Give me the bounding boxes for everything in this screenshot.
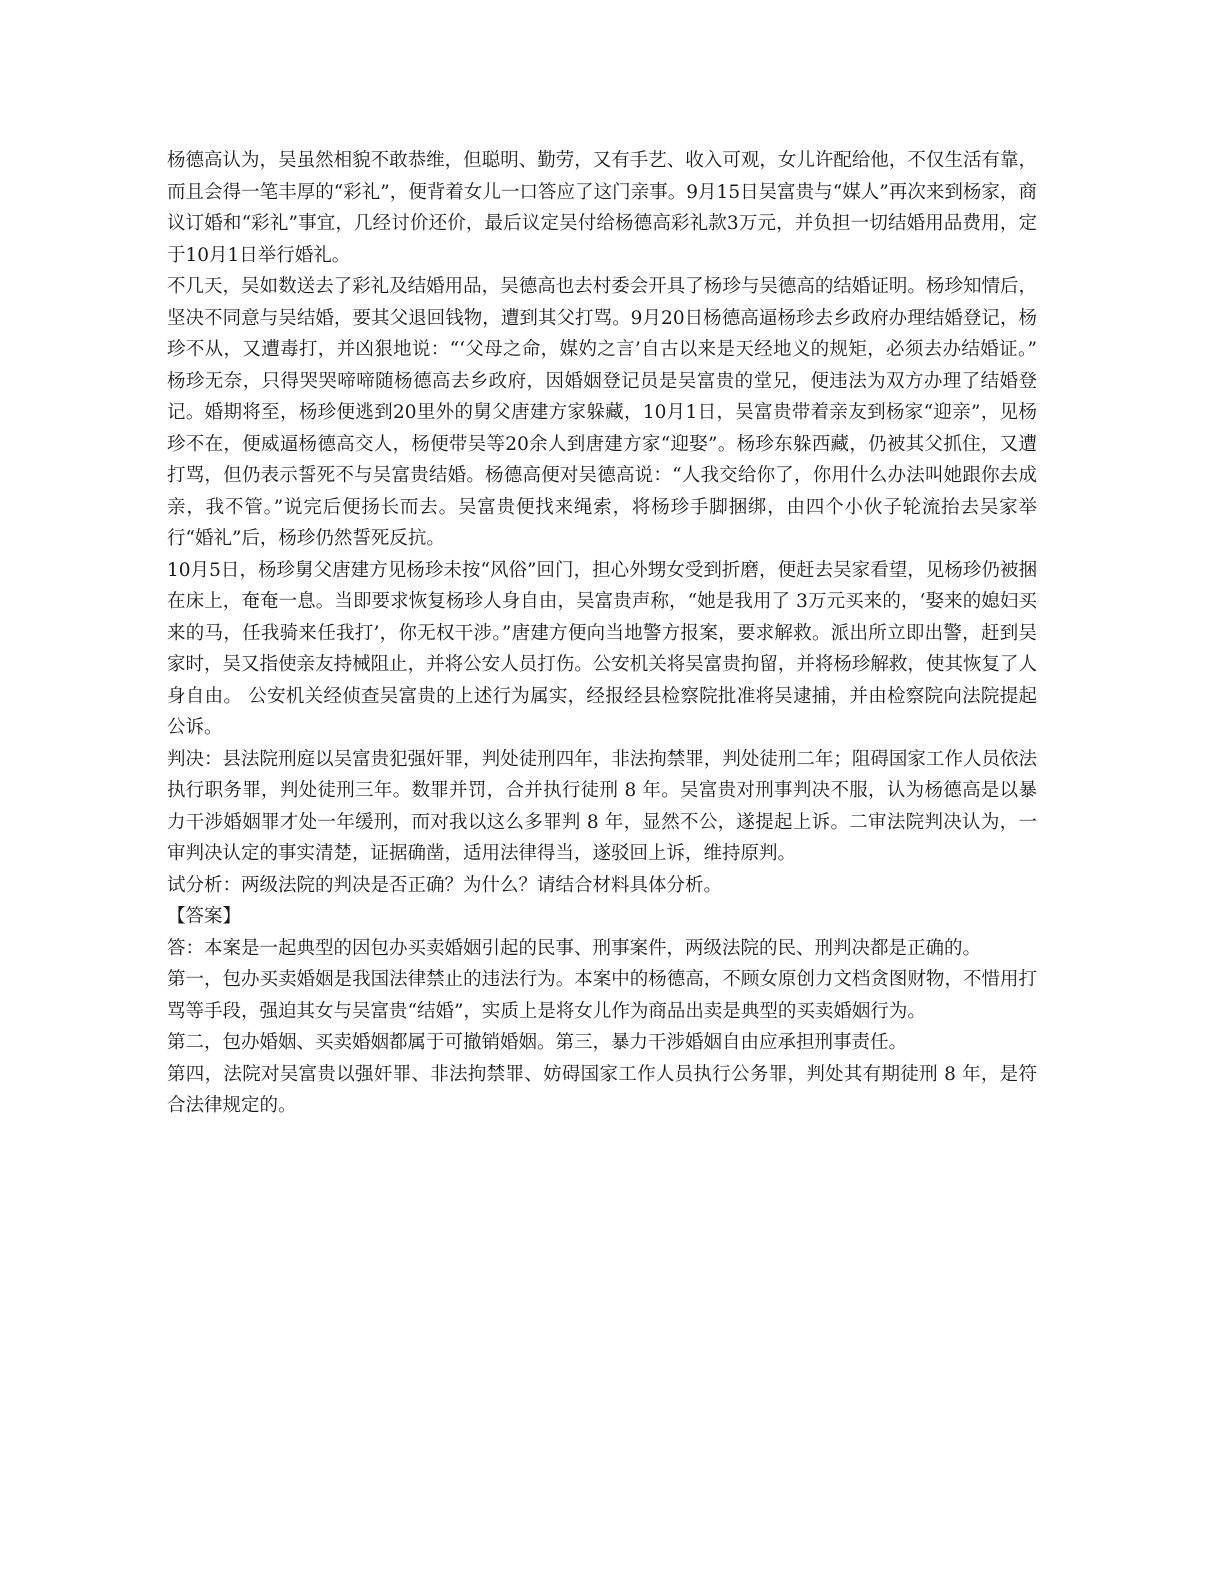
paragraph-answer-point-1: 第一，包办买卖婚姻是我国法律禁止的违法行为。本案中的杨德高，不顾女原创力文档贪图财物，不惜用打骂等手段，强迫其女与吴富贵“结婚”，实质上是将女儿作为商品出卖是典型的买卖婚姻行为。: [167, 969, 1037, 1022]
paragraph-forced-marriage: 不几天，吴如数送去了彩礼及结婚用品，吴德高也去村委会开具了杨珍与吴德高的结婚证明。杨珍知情后，坚决不同意与吴结婚，要其父退回钱物，遭到其父打骂。9月20日杨德高逼杨珍去乡政府办理结婚登记，杨珍不从，又遭毒打，并凶狠地说：“‘父母之命，媒妁之言’自古以来是天经地义的规矩，必须去办结婚证。” 杨珍无奈，只得哭哭啼啼随杨德高去乡政府，因婚姻登记员是吴富贵的堂兄，便违法为双方办理了结婚登记。婚期将至，杨珍便逃到20里外的舅父唐建方家躲藏，10月1日，吴富贵带着亲友到杨家“迎亲”，见杨珍不在，便威逼杨德高交人，杨便带吴等20余人到唐建方家“迎娶”。杨珍东躲西藏，仍被其父抓住，又遭打骂，但仍表示誓死不与吴富贵结婚。杨德高便对吴德高说：“人我交给你了，你用什么办法叫她跟你去成亲，我不管。”说完后便扬长而去。吴富贵便找来绳索，将杨珍手脚捆绑，由四个小伙子轮流抬去吴家举行“婚礼”后，杨珍仍然誓死反抗。: [167, 276, 1037, 549]
paragraph-rescue: 10月5日，杨珍舅父唐建方见杨珍未按“风俗”回门，担心外甥女受到折磨，便赶去吴家看望，见杨珍仍被捆在床上，奄奄一息。当即要求恢复杨珍人身自由，吴富贵声称，“她是我用了 3万元买来的，‘娶来的媳妇买来的马，任我骑来任我打’，你无权干涉。”唐建方便向当地警方报案，要求解救。派出所立即出警，赶到吴家时，吴又指使亲友持械阻止，并将公安人员打伤。公安机关将吴富贵拘留，并将杨珍解救，使其恢复了人身自由。 公安机关经侦查吴富贵的上述行为属实，经报经县检察院批准将吴逮捕，并由检察院向法院提起公诉。: [167, 559, 1037, 738]
paragraph-answer-point-4: 第四，法院对吴富贵以强奸罪、非法拘禁罪、妨碍国家工作人员执行公务罪，判处其有期徒刑 8 年，是符合法律规定的。: [167, 1063, 1037, 1116]
paragraph-verdict: 判决：县法院刑庭以吴富贵犯强奸罪，判处徒刑四年，非法拘禁罪，判处徒刑二年；阻碍国家工作人员依法执行职务罪，判处徒刑三年。数罪并罚，合并执行徒刑 8 年。吴富贵对刑事判决不服，认为杨德高是以暴力干涉婚姻罪才处一年缓刑，而对我以这么多罪判 8 年，显然不公，遂提起上诉。二审法院判决认为，一审判决认定的事实清楚，证据确凿，适用法律得当，遂驳回上诉，维持原判。: [167, 748, 1037, 864]
paragraph-answer-point-2-3: 第二，包办婚姻、买卖婚姻都属于可撤销婚姻。第三，暴力干涉婚姻自由应承担刑事责任。: [167, 1032, 908, 1053]
paragraph-question: 试分析：两级法院的判决是否正确？为什么？请结合材料具体分析。: [167, 874, 723, 896]
paragraph-answer-intro: 答：本案是一起典型的因包办买卖婚姻引起的民事、刑事案件，两级法院的民、刑判决都是正确的。: [167, 937, 982, 959]
paragraph-background: 杨德高认为，吴虽然相貌不敢恭维，但聪明、勤劳，又有手艺、收入可观，女儿许配给他，不仅生活有靠，而且会得一笔丰厚的“彩礼”，便背着女儿一口答应了这门亲事。9月15日吴富贵与“媒人”再次来到杨家，商议订婚和“彩礼”事宜，几经讨价还价，最后议定吴付给杨德高彩礼款3万元，并负担一切结婚用品费用，定于10月1日举行婚礼。: [167, 150, 1037, 266]
answer-heading: 【答案】: [167, 906, 242, 927]
document-body: [167, 145, 1037, 1122]
